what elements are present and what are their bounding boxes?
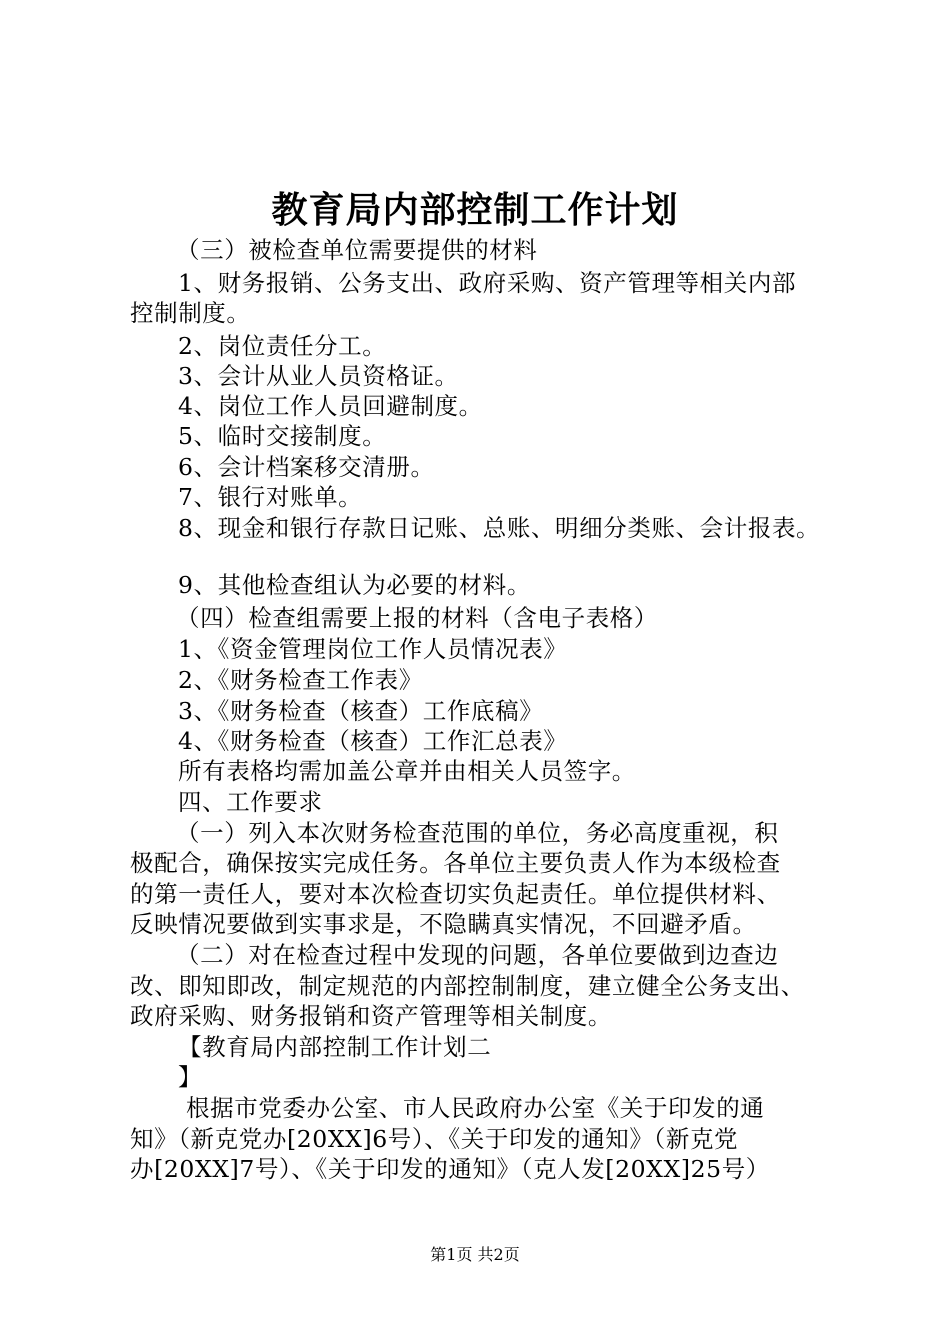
section-heading-3: （三）被检查单位需要提供的材料: [176, 236, 538, 264]
basis-line-2: 知》（新克党办[20XX]6号）、《关于印发的通知》（新克党: [130, 1125, 739, 1153]
requirement-1-line-3: 的第一责任人，要对本次检查切实负起责任。单位提供材料、: [130, 880, 781, 908]
list-item-2: 2、岗位责任分工。: [178, 332, 387, 360]
list-item-6: 6、会计档案移交清册。: [178, 453, 435, 481]
requirement-1-line-2: 极配合，确保按实完成任务。各单位主要负责人作为本级检查: [130, 849, 781, 877]
report-item-2: 2、《财务检查工作表》: [178, 666, 423, 694]
basis-line-1: 根据市党委办公室、市人民政府办公室《关于印发的通: [186, 1094, 765, 1122]
requirement-1-line-1: （一）列入本次财务检查范围的单位，务必高度重视，积: [176, 819, 779, 847]
list-item-7: 7、银行对账单。: [178, 483, 363, 511]
list-item-5: 5、临时交接制度。: [178, 422, 387, 450]
basis-line-3: 办[20XX]7号）、《关于印发的通知》（克人发[20XX]25号）: [130, 1155, 770, 1183]
requirement-1-line-4: 反映情况要做到实事求是，不隐瞒真实情况，不回避矛盾。: [130, 910, 757, 938]
report-item-3: 3、《财务检查（核查）工作底稿》: [178, 697, 544, 725]
list-item-8: 8、现金和银行存款日记账、总账、明细分类账、会计报表。: [178, 514, 821, 542]
requirement-2-line-3: 政府采购、财务报销和资产管理等相关制度。: [130, 1002, 612, 1030]
section-heading-work-requirements: 四、工作要求: [178, 788, 323, 816]
report-item-1: 1、《资金管理岗位工作人员情况表》: [178, 635, 568, 663]
list-item-1-cont: 控制制度。: [130, 299, 251, 327]
section-heading-4: （四）检查组需要上报的材料（含电子表格）: [176, 604, 658, 632]
document-title: 教育局内部控制工作计划: [271, 189, 679, 231]
list-item-4: 4、岗位工作人员回避制度。: [178, 392, 483, 420]
requirement-2-line-1: （二）对在检查过程中发现的问题，各单位要做到边查边: [176, 941, 779, 969]
plan-two-heading-close: 】: [178, 1063, 203, 1091]
report-item-4: 4、《财务检查（核查）工作汇总表》: [178, 727, 568, 755]
list-item-9: 9、其他检查组认为必要的材料。: [178, 571, 531, 599]
list-item-1: 1、财务报销、公务支出、政府采购、资产管理等相关内部: [178, 269, 797, 297]
requirement-2-line-2: 改、即知即改，制定规范的内部控制制度，建立健全公务支出、: [130, 972, 805, 1000]
list-item-3: 3、会计从业人员资格证。: [178, 362, 459, 390]
plan-two-heading: 【教育局内部控制工作计划二: [178, 1033, 492, 1061]
page-footer: 第1页 共2页: [430, 1245, 520, 1264]
stamp-note: 所有表格均需加盖公章并由相关人员签字。: [178, 757, 636, 785]
